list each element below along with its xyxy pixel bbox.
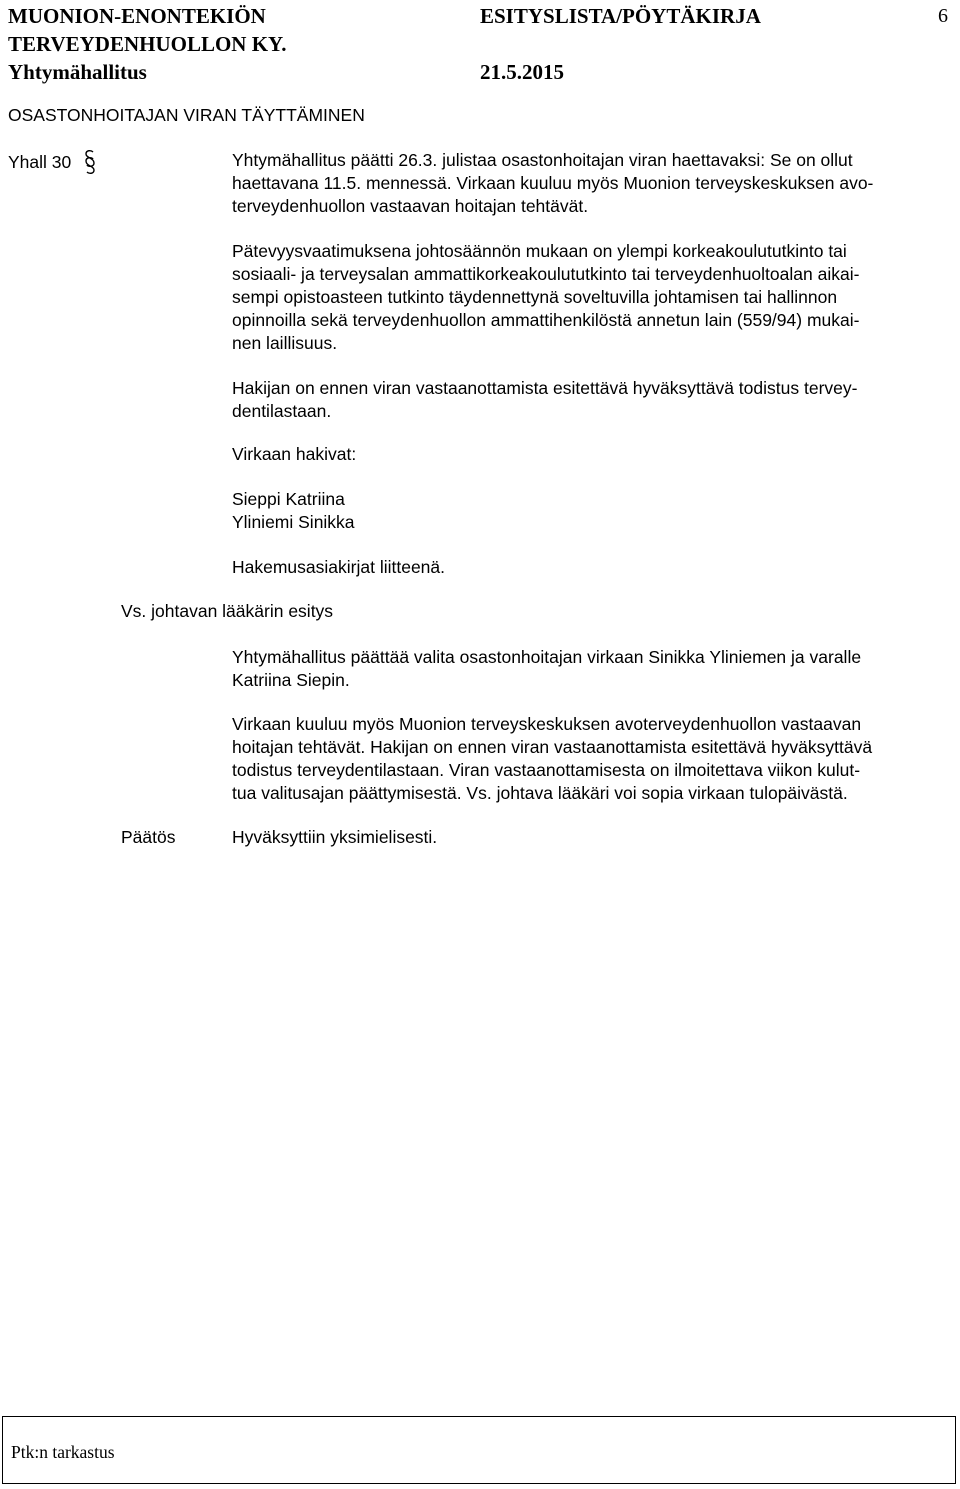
text-line: sempi opistoasteen tutkinto täydennettynä soveltuvilla johtamisen tai hallinnon (232, 287, 838, 307)
section-sign-icon (82, 149, 98, 175)
proposal-label: Vs. johtavan lääkärin esitys (121, 601, 334, 621)
minutes-review-box (2, 1416, 956, 1484)
text-line: sosiaali- ja terveysalan ammattikorkeakoulututkinto tai terveydenhuoltoalan aikai- (232, 264, 860, 284)
document-type: ESITYSLISTA/PÖYTÄKIRJA (480, 4, 761, 28)
text-line: opinnoilla sekä terveydenhuollon ammattihenkilöstä annetun lain (559/94) mukai- (232, 310, 860, 330)
text-line: hoitajan tehtävät. Hakijan on ennen viran vastaanottamista esitettävä hyväksyttävä (232, 737, 873, 757)
minutes-review-label: Ptk:n tarkastus (11, 1442, 115, 1462)
body-name: Yhtymähallitus (8, 60, 147, 84)
text-line: Yhtymähallitus päättää valita osastonhoitajan virkaan Sinikka Yliniemen ja varalle (232, 647, 862, 667)
page-number: 6 (938, 5, 948, 27)
decision-label: Päätös (121, 827, 176, 847)
text-line: Pätevyysvaatimuksena johtosäännön mukaan on ylempi korkeakoulututkinto tai (232, 241, 847, 261)
org-name-line1: MUONION-ENONTEKIÖN (8, 4, 266, 28)
text-line: todistus terveydentilastaan. Viran vastaanottamisesta on ilmoitettava viikon kulut- (232, 760, 861, 780)
text-line: Yhtymähallitus päätti 26.3. julistaa osastonhoitajan viran haettavaksi: Se on ollut (232, 150, 853, 170)
item-reference: Yhall 30 (8, 149, 98, 175)
applicant-name: Yliniemi Sinikka (232, 512, 355, 532)
text-line: haettavana 11.5. mennessä. Virkaan kuuluu myös Muonion terveyskeskuksen avo- (232, 173, 874, 193)
text-line: Virkaan kuuluu myös Muonion terveyskeskuksen avoterveydenhuollon vastaavan (232, 714, 862, 734)
text-line: terveydenhuollon vastaavan hoitajan tehtävät. (232, 196, 589, 216)
applicant-name: Sieppi Katriina (232, 489, 345, 509)
text-line: dentilastaan. (232, 401, 332, 421)
text-line: Hakijan on ennen viran vastaanottamista esitettävä hyväksyttävä todistus tervey- (232, 378, 858, 398)
decision-text: Hyväksyttiin yksimielisesti. (232, 827, 438, 847)
applicants-heading: Virkaan hakivat: (232, 444, 357, 464)
meeting-date: 21.5.2015 (480, 60, 564, 84)
org-name-line2: TERVEYDENHUOLLON KY. (8, 32, 287, 56)
section-title: OSASTONHOITAJAN VIRAN TÄYTTÄMINEN (8, 105, 365, 125)
text-line: tua valitusajan päättymisestä. Vs. johtava lääkäri voi sopia virkaan tulopäivästä. (232, 783, 848, 803)
attachments-note: Hakemusasiakirjat liitteenä. (232, 557, 446, 577)
text-line: Katriina Siepin. (232, 670, 350, 690)
text-line: nen laillisuus. (232, 333, 338, 353)
